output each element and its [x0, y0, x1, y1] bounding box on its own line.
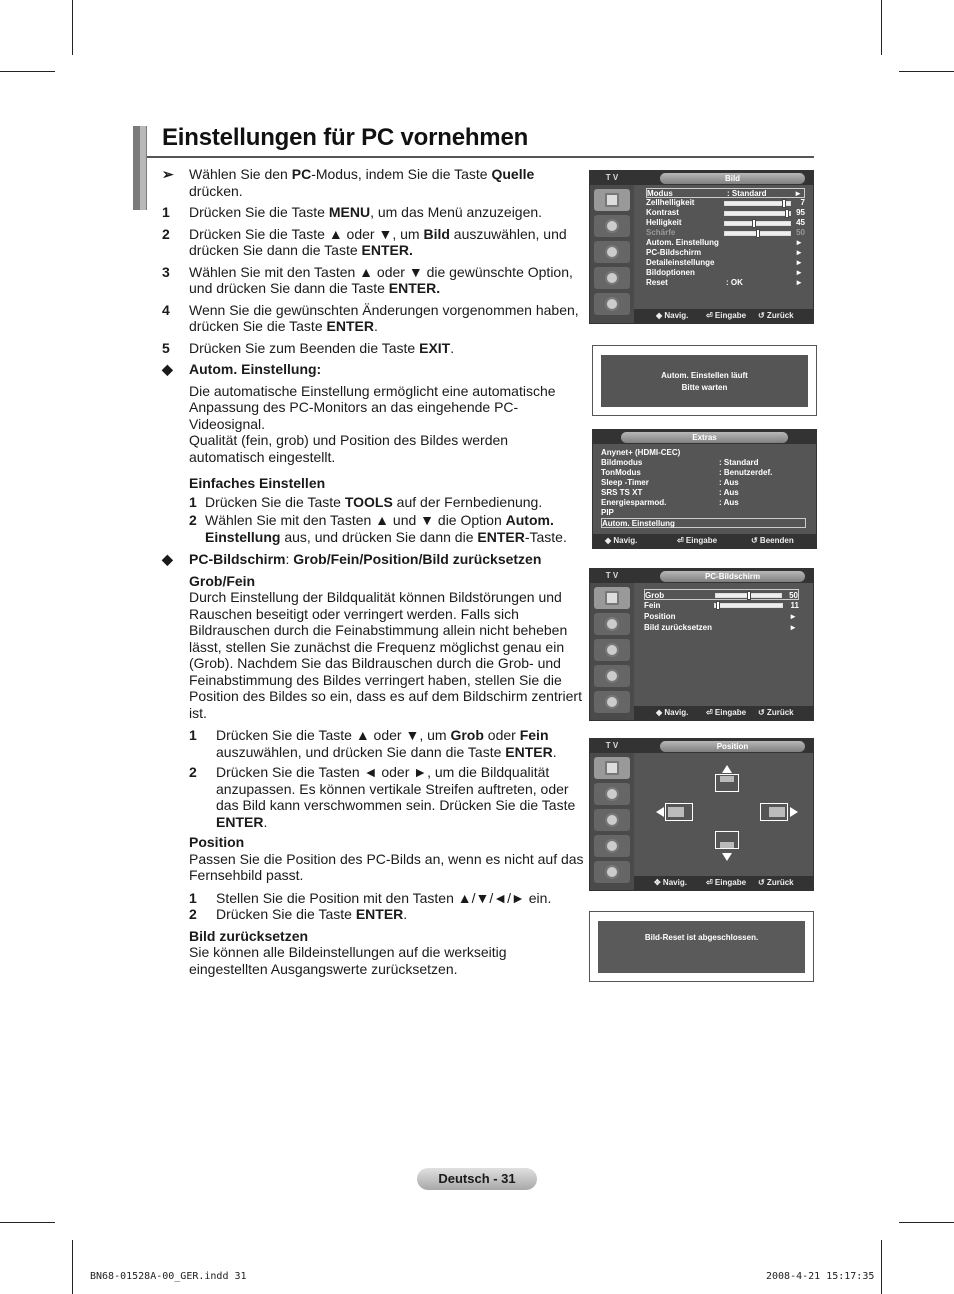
osd-slider[interactable] [724, 221, 791, 226]
gf-step: 1 Drücken Sie die Taste ▲ oder ▼, um Grob oder Fein auszuwählen, und drücken Sie dann die Taste ENTER. [189, 727, 557, 760]
text: ENTER [326, 318, 374, 334]
text: Wählen Sie mit den Tasten ▲ und ▼ die Option [205, 512, 506, 528]
crop-mark [899, 1222, 954, 1223]
sound-icon [594, 783, 630, 805]
text: -Taste. [524, 528, 567, 545]
osd-row[interactable] [601, 478, 806, 488]
osd-footer [634, 876, 813, 890]
osd-row-label: Detaileinstellunge [646, 258, 715, 267]
text: Drücken Sie die Taste [216, 906, 356, 922]
osd-slider-knob[interactable] [756, 229, 760, 238]
osd-row-label: Modus [647, 189, 673, 198]
osd-row-value: : Aus [719, 488, 739, 497]
text: . [373, 318, 378, 334]
back-hint: ↺ Zurück [758, 878, 794, 887]
osd-row[interactable] [601, 508, 806, 518]
osd-row[interactable] [646, 208, 805, 218]
text: Drücken Sie zum Beenden die Taste [189, 339, 420, 356]
nav-hint: ✥ Navig. [654, 878, 687, 887]
osd-row[interactable] [644, 589, 799, 600]
crop-mark [899, 71, 954, 72]
text: drücken. [189, 182, 243, 199]
osd-row-number: 7 [800, 198, 805, 207]
title-accent-bar [140, 126, 146, 210]
osd-row-label: Fein [644, 601, 661, 610]
slug-right: 2008-4-21 15:17:35 [766, 1271, 875, 1282]
paragraph: Durch Einstellung der Bildqualität können Bildstörungen und Rauschen beseitigt oder verringert werden. Falls sich Bildrauschen durch die Feinabstimmung allein nicht beheben lässt, stellen Sie zunächst die Frequenz möglichst genau ein (Grob). Nachdem Sie das Bildrauschen durch die Grob- und Feinabstimmung des Bildes verringert haben, stellen Sie die Position des Bildes so ein, dass es auf dem Bildschirm zentriert ist. [189, 589, 582, 721]
osd-row[interactable] [644, 622, 799, 633]
text: auszuwählen, und drücken Sie dann die Taste [216, 743, 506, 760]
enter-hint: ⏎ Eingabe [706, 708, 747, 717]
dialog-line: Autom. Einstellen läuft [661, 371, 748, 380]
channel-icon [594, 639, 630, 661]
diamond-bullet-icon: ◆ [162, 551, 173, 567]
osd-row[interactable] [646, 218, 805, 228]
section-heading: Autom. Einstellung: [189, 361, 322, 377]
osd-header-title: Bild [660, 173, 805, 184]
osd-footer [634, 309, 813, 323]
position-left-control [656, 803, 696, 821]
osd-rows [646, 188, 805, 288]
osd-footer [634, 706, 813, 720]
osd-row-label: Reset [646, 278, 668, 287]
dialog-body [598, 921, 805, 973]
channel-icon [594, 241, 630, 263]
text: ENTER [216, 813, 264, 830]
osd-row-number: 50 [796, 228, 805, 237]
dialog-body [601, 355, 808, 407]
osd-row[interactable] [646, 278, 805, 288]
text: Stellen Sie die Position mit den Tasten ▲/▼/◄/► ein. [216, 889, 552, 906]
step-number: 3 [162, 263, 170, 280]
text: ENTER. [361, 242, 413, 258]
osd-slider[interactable] [714, 603, 783, 608]
position-block [665, 803, 693, 821]
osd-footer [593, 534, 816, 548]
page-title: Einstellungen für PC vornehmen [162, 124, 529, 151]
text: PC [291, 166, 312, 182]
arrow-right-icon: ► [794, 189, 802, 198]
osd-row[interactable] [601, 488, 806, 498]
diamond-bullet-icon: ◆ [162, 361, 173, 377]
enter-hint: ⏎ Eingabe [706, 311, 747, 320]
text: : [285, 551, 294, 567]
osd-slider-knob[interactable] [782, 199, 786, 208]
subheading: Position [189, 834, 245, 850]
exit-hint: ↺ Beenden [751, 536, 794, 545]
note-arrow-icon: ➢ [162, 166, 174, 182]
step [162, 302, 587, 335]
osd-rows [644, 589, 799, 633]
arrow-right-icon [790, 807, 798, 817]
text: Grob [450, 727, 484, 743]
text: -Modus, indem Sie die Taste [311, 166, 492, 182]
input-icon [594, 293, 630, 315]
osd-slider[interactable] [724, 211, 791, 216]
step [162, 204, 587, 221]
osd-row-label: Sleep -Timer [601, 478, 649, 487]
text: PC-Bildschirm [189, 551, 286, 567]
arrow-down-icon [722, 853, 732, 861]
crop-mark [72, 0, 73, 55]
osd-header [634, 171, 813, 185]
step-number: 4 [162, 301, 170, 318]
osd-row[interactable] [601, 448, 806, 458]
text: Wählen Sie den [189, 166, 292, 182]
osd-row-label: Autom. Einstellung [602, 519, 675, 528]
osd-row[interactable] [644, 611, 799, 622]
osd-row[interactable] [646, 258, 805, 268]
easy-step: 1 Drücken Sie die Taste TOOLS auf der Fernbedienung. [189, 493, 543, 510]
text: . [403, 906, 408, 922]
text: . [450, 339, 455, 356]
osd-row-label: Bild zurücksetzen [644, 623, 713, 632]
osd-row-label: Energiesparmod. [601, 498, 667, 507]
crop-mark [0, 1222, 55, 1223]
osd-row-label: Zellhelligkeit [646, 198, 695, 207]
osd-row-number: 45 [796, 218, 805, 227]
arrow-left-icon [656, 807, 664, 817]
osd-row-label: Grob [645, 591, 665, 600]
subheading: Grob/Fein [189, 572, 256, 589]
text: ENTER. [388, 280, 441, 296]
paragraph: Qualität (fein, grob) und Position des Bildes werden automatisch eingestellt. [189, 432, 509, 465]
arrow-right-icon: ► [795, 268, 803, 277]
intro-note [162, 166, 587, 199]
text: Drücken Sie die Taste [205, 493, 345, 510]
osd-row-label: PIP [601, 508, 614, 517]
step [162, 264, 587, 297]
gf-step: 2 Drücken Sie die Tasten ◄ oder ►, um die Bildqualität anzupassen. Es können vertikale Streifen auftreten, oder das Bild kann verschwommen sein. Drücken Sie die Taste ENTER. [189, 764, 576, 830]
osd-tv-label: T V [590, 171, 634, 185]
paragraph: Die automatische Einstellung ermöglicht eine automatische Anpassung des PC-Monitors an das eingehende PC-Videosignal. [189, 382, 556, 432]
osd-row-value: : Benutzerdef. [719, 468, 773, 477]
osd-row[interactable] [646, 188, 805, 198]
arrow-right-icon: ► [795, 258, 803, 267]
position-block [760, 803, 788, 821]
channel-icon [594, 809, 630, 831]
arrow-right-icon: ► [795, 238, 803, 247]
subheading: Bild zurücksetzen [189, 927, 309, 944]
text: , um das Menü anzuzeigen. [370, 204, 543, 220]
osd-row-label: Position [644, 612, 676, 621]
osd-row-value: : Standard [727, 189, 767, 198]
osd-row-value: : Aus [719, 478, 739, 487]
enter-hint: ⏎ Eingabe [677, 536, 718, 545]
sound-icon [594, 613, 630, 635]
text: TOOLS [344, 493, 393, 510]
input-icon [594, 861, 630, 883]
position-down-control [714, 831, 740, 863]
paragraph: Sie können alle Bildeinstellungen auf die werkseitig eingestellten Ausgangswerte zurücksetzen. [189, 944, 507, 977]
osd-row[interactable] [601, 518, 806, 528]
nav-hint: ◆ Navig. [656, 708, 689, 717]
text: Quelle [491, 166, 535, 182]
text: auf der Fernbedienung. [392, 493, 543, 510]
step-number: 5 [162, 339, 170, 356]
osd-row[interactable] [601, 498, 806, 508]
osd-row[interactable] [646, 248, 805, 258]
text: Fein [519, 727, 549, 743]
crop-mark [72, 1240, 73, 1294]
pc-section [162, 551, 587, 568]
osd-slider[interactable] [715, 593, 782, 598]
osd-slider-knob[interactable] [716, 601, 720, 610]
osd-row[interactable] [646, 198, 805, 208]
setup-icon [594, 665, 630, 687]
subheading: Einfaches Einstellen [189, 475, 326, 491]
osd-tv-label: T V [590, 569, 634, 583]
position-block [715, 831, 739, 849]
arrow-right-icon: ► [789, 612, 797, 621]
step-number: 1 [162, 204, 170, 220]
crop-mark [881, 1240, 882, 1294]
title-rule [147, 156, 814, 158]
back-hint: ↺ Zurück [758, 311, 794, 320]
arrow-right-icon: ► [795, 248, 803, 257]
autom-progress-dialog [592, 345, 817, 416]
osd-header [634, 569, 813, 583]
picture-icon [594, 189, 630, 211]
text: . [263, 813, 268, 830]
text: auszuwählen, und drücken Sie dann die Taste [189, 225, 567, 258]
position-block [715, 774, 739, 792]
arrow-up-icon [722, 765, 732, 773]
text: . [552, 743, 557, 760]
osd-row[interactable] [646, 268, 805, 278]
dialog-line: Bild-Reset ist abgeschlossen. [644, 933, 759, 942]
osd-row-value: : Standard [719, 458, 759, 467]
osd-row-label: Schärfe [646, 228, 676, 237]
osd-tv-label: T V [590, 739, 634, 753]
arrow-right-icon: ► [795, 278, 803, 287]
osd-row[interactable] [644, 600, 799, 611]
osd-row-label: Bildoptionen [646, 268, 695, 277]
text: aus, und drücken Sie dann die [280, 528, 478, 545]
osd-bild-menu [589, 170, 814, 324]
enter-hint: ⏎ Eingabe [706, 878, 747, 887]
osd-rows [601, 448, 806, 528]
position-right-control [758, 803, 798, 821]
text: oder [483, 727, 520, 743]
input-icon [594, 691, 630, 713]
nav-hint: ◆ Navig. [605, 536, 638, 545]
sound-icon [594, 215, 630, 237]
setup-icon [594, 835, 630, 857]
text: EXIT [419, 339, 451, 356]
slug-left: BN68-01528A-00_GER.indd 31 [90, 1271, 247, 1282]
step [162, 226, 587, 259]
osd-row[interactable] [646, 228, 805, 238]
page-number: Deutsch - 31 [417, 1168, 537, 1190]
crop-mark [881, 0, 882, 55]
osd-header [593, 430, 816, 444]
osd-slider[interactable] [724, 231, 791, 236]
osd-row-number: 95 [796, 208, 805, 217]
osd-extras-menu [592, 429, 817, 549]
osd-row-label: PC-Bildschirm [646, 248, 702, 257]
osd-slider-knob[interactable] [785, 209, 789, 218]
text: Drücken Sie die Tasten ◄ oder ►, um die Bildqualität anzupassen. Es können vertikale Streifen auftreten, oder das Bild kann verschwommen sein. Drücken Sie die Taste [216, 764, 576, 813]
osd-slider-knob[interactable] [747, 591, 751, 600]
text: MENU [328, 204, 371, 220]
osd-row-label: SRS TS XT [601, 488, 643, 497]
osd-row-number: 11 [790, 601, 799, 610]
osd-row-label: Kontrast [646, 208, 679, 217]
picture-icon [594, 757, 630, 779]
osd-pc-menu [589, 568, 814, 721]
osd-header-title: Position [660, 741, 805, 752]
text: Wählen Sie mit den Tasten ▲ oder ▼ die gewünschte Option, und drücken Sie dann die Taste [189, 263, 573, 296]
back-hint: ↺ Zurück [758, 708, 794, 717]
text: Grob/Fein/Position/Bild zurücksetzen [293, 551, 542, 567]
reset-dialog [589, 911, 814, 982]
text: Drücken Sie die Taste ▲ oder ▼, um [189, 225, 424, 242]
osd-row-label: Helligkeit [646, 218, 682, 227]
osd-row-label: Anynet+ (HDMI-CEC) [601, 448, 681, 457]
main-text [162, 166, 587, 977]
text: Bild [423, 225, 450, 242]
osd-header [634, 739, 813, 753]
osd-position-menu [589, 738, 814, 891]
setup-icon [594, 267, 630, 289]
pos-step: 2 Drücken Sie die Taste ENTER. [189, 906, 408, 922]
osd-header-title: Extras [621, 432, 788, 443]
text: Drücken Sie die Taste ▲ oder ▼, um [216, 727, 451, 743]
osd-slider[interactable] [724, 201, 791, 206]
nav-hint: ◆ Navig. [656, 311, 689, 320]
dialog-line: Bitte warten [681, 383, 728, 392]
osd-row-label: Bildmodus [601, 458, 643, 467]
text: Autom. Einstellung [205, 512, 554, 545]
osd-slider-knob[interactable] [752, 219, 756, 228]
step-number: 2 [162, 225, 170, 242]
text: Wenn Sie die gewünschten Änderungen vorgenommen haben, drücken Sie die Taste [189, 301, 579, 334]
picture-icon [594, 587, 630, 609]
osd-row[interactable] [601, 468, 806, 478]
text: ENTER [505, 743, 553, 760]
text: ENTER [477, 528, 525, 545]
osd-row[interactable] [601, 458, 806, 468]
paragraph: Passen Sie die Position des PC-Bilds an, wenn es nicht auf das Fernsehbild passt. [189, 850, 584, 883]
osd-row-label: TonModus [601, 468, 641, 477]
osd-row-value: : OK [726, 278, 743, 287]
osd-header-title: PC-Bildschirm [660, 571, 805, 582]
arrow-right-icon: ► [789, 623, 797, 632]
text: ENTER [355, 906, 404, 922]
easy-step: 2 Wählen Sie mit den Tasten ▲ und ▼ die Option Autom. Einstellung aus, und drücken Sie dann die ENTER-Taste. [189, 512, 567, 545]
pos-step: 1 Stellen Sie die Position mit den Tasten ▲/▼/◄/► ein. [189, 889, 552, 906]
crop-mark [0, 71, 55, 72]
osd-row-label: Autom. Einstellung [646, 238, 719, 247]
position-up-control [714, 765, 740, 793]
osd-row-number: 50 [789, 591, 798, 600]
text: Drücken Sie die Taste [189, 204, 329, 220]
osd-row-value: : Aus [719, 498, 739, 507]
step [162, 340, 587, 357]
osd-row[interactable] [646, 238, 805, 248]
autom-section [162, 361, 587, 378]
